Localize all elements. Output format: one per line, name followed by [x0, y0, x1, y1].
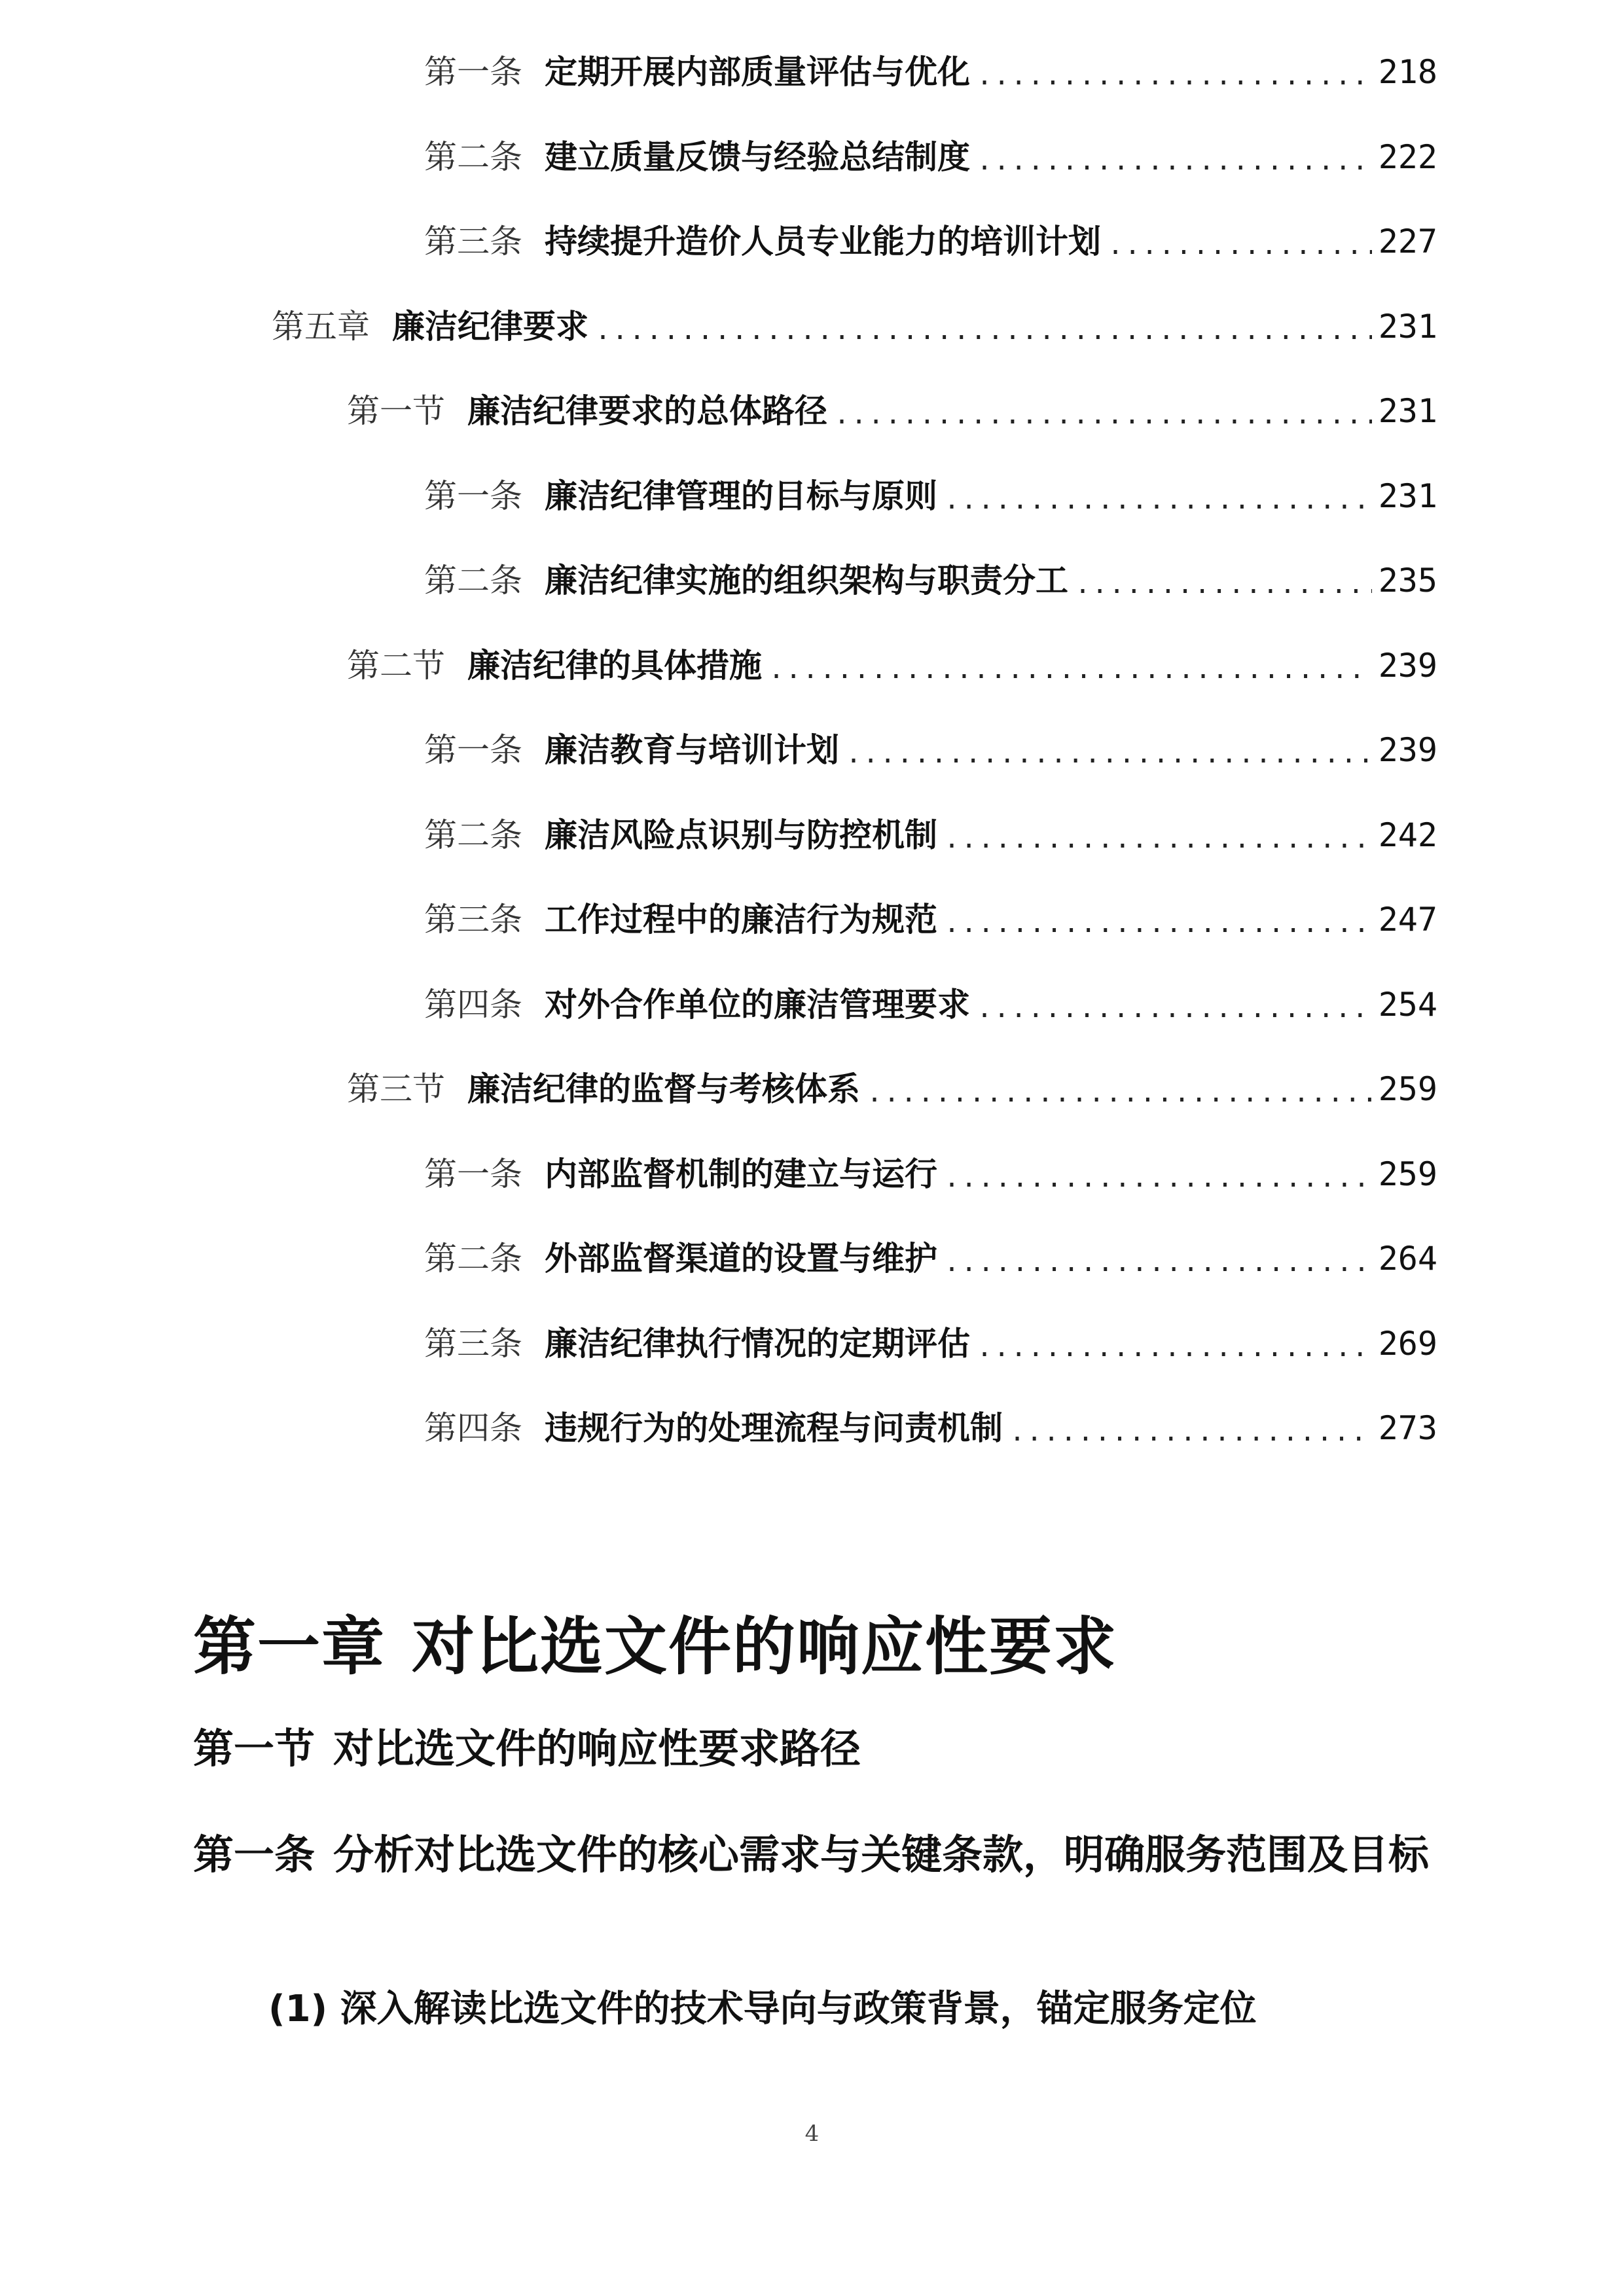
toc-entry-title: 廉洁纪律管理的目标与原则 [545, 476, 937, 515]
toc-entry[interactable] [424, 1219, 1437, 1298]
toc-page-number: 231 [1378, 476, 1437, 515]
toc-entry-number: 第四条 [424, 1409, 522, 1447]
toc-entry-title: 廉洁纪律要求 [392, 307, 588, 346]
toc-entry-title: 外部监督渠道的设置与维护 [545, 1240, 937, 1278]
toc-leader-dots [977, 1335, 1372, 1361]
toc-leader-dots [595, 317, 1372, 344]
section-title: 对比选文件的响应性要求路径 [333, 1725, 861, 1772]
toc-entry-title: 廉洁纪律要求的总体路径 [467, 392, 827, 430]
toc-entry-number: 第一条 [424, 1155, 522, 1193]
toc-entry-title: 廉洁纪律的具体措施 [467, 646, 762, 685]
toc-entry-number: 第二节 [347, 646, 445, 685]
toc-entry[interactable] [272, 287, 1437, 366]
toc-entry-title: 定期开展内部质量评估与优化 [545, 53, 970, 91]
toc-page-number: 269 [1378, 1324, 1437, 1363]
toc-entry[interactable] [424, 880, 1437, 959]
article-heading [193, 1806, 1450, 1903]
toc-leader-dots [944, 1165, 1372, 1191]
toc-entry-title: 持续提升造价人员专业能力的培训计划 [545, 223, 1101, 260]
toc-leader-dots [1075, 571, 1372, 598]
toc-page-number: 239 [1378, 646, 1437, 685]
toc-leader-dots [846, 741, 1372, 767]
toc-page-number: 259 [1378, 1155, 1437, 1193]
toc-entry-title: 建立质量反馈与经验总结制度 [545, 137, 970, 176]
toc-entry[interactable] [347, 1050, 1437, 1128]
toc-entry-number: 第三条 [424, 223, 522, 260]
page-number-footer: 4 [804, 2121, 820, 2147]
toc-page-number: 222 [1378, 137, 1437, 176]
toc-entry[interactable] [347, 626, 1437, 705]
toc-page-number: 218 [1378, 53, 1437, 91]
toc-entry-number: 第三节 [347, 1070, 445, 1108]
toc-leader-dots [768, 656, 1372, 683]
toc-entry-title: 廉洁教育与培训计划 [545, 731, 839, 769]
toc-entry[interactable] [424, 1304, 1437, 1383]
toc-entry-number: 第一条 [424, 476, 522, 515]
toc-entry[interactable] [424, 541, 1437, 620]
toc-entry-number: 第五章 [272, 307, 370, 346]
toc-leader-dots [977, 63, 1372, 89]
paragraph-item: (1) 深入解读比选文件的技术导向与政策背景，锚定服务定位 [268, 1988, 1257, 2030]
toc-entry-title: 违规行为的处理流程与问责机制 [545, 1409, 1003, 1447]
toc-leader-dots [977, 996, 1372, 1022]
toc-entry[interactable] [424, 118, 1437, 196]
toc-leader-dots [944, 826, 1372, 852]
toc-entry-number: 第二条 [424, 816, 522, 854]
section-number: 第一节 [193, 1725, 316, 1772]
section-heading [193, 1716, 861, 1774]
toc-leader-dots [1108, 232, 1372, 259]
toc-entry-title: 内部监督机制的建立与运行 [545, 1155, 937, 1193]
toc-entry-number: 第一节 [347, 392, 445, 430]
toc-page-number: 231 [1378, 307, 1437, 346]
chapter-title: 对比选文件的响应性要求 [412, 1610, 1117, 1683]
toc-entry-title: 廉洁纪律实施的组织架构与职责分工 [545, 562, 1068, 600]
toc-leader-dots [977, 148, 1372, 174]
toc-entry[interactable] [424, 1135, 1437, 1213]
toc-entry-number: 第三条 [424, 901, 522, 939]
toc-entry[interactable] [347, 372, 1437, 450]
toc-entry-number: 第二条 [424, 137, 522, 176]
toc-entry-number: 第二条 [424, 562, 522, 600]
toc-entry-number: 第四条 [424, 985, 522, 1024]
toc-entry-number: 第一条 [424, 731, 522, 769]
toc-entry[interactable] [424, 33, 1437, 111]
toc-page-number: 259 [1378, 1070, 1437, 1108]
toc-entry-number: 第三条 [424, 1324, 522, 1363]
toc-leader-dots [834, 402, 1372, 428]
toc-page-number: 247 [1378, 901, 1437, 939]
toc-entry[interactable] [424, 796, 1437, 874]
toc-page-number: 254 [1378, 985, 1437, 1024]
toc-page-number: 231 [1378, 392, 1437, 430]
toc-entry-number: 第一条 [424, 53, 522, 91]
toc-leader-dots [944, 1249, 1372, 1276]
chapter-number: 第一章 [193, 1610, 386, 1683]
toc-leader-dots [944, 487, 1372, 513]
toc-entry[interactable] [424, 1389, 1437, 1467]
toc-entry-number: 第二条 [424, 1240, 522, 1278]
toc-leader-dots [944, 910, 1372, 937]
toc-entry-title: 廉洁纪律的监督与考核体系 [467, 1070, 860, 1108]
toc-page-number: 242 [1378, 816, 1437, 854]
toc-page-number: 264 [1378, 1240, 1437, 1278]
toc-entry[interactable] [424, 457, 1437, 535]
article-title: 分析对比选文件的核心需求与关键条款，明确服务范围及目标 [333, 1831, 1430, 1878]
toc-entry-title: 工作过程中的廉洁行为规范 [545, 901, 937, 939]
toc-entry[interactable] [424, 965, 1437, 1044]
toc-leader-dots [867, 1080, 1372, 1106]
toc-entry-title: 廉洁纪律执行情况的定期评估 [545, 1324, 970, 1363]
toc-page-number: 273 [1378, 1409, 1437, 1447]
chapter-heading [193, 1597, 1117, 1687]
toc-entry[interactable] [424, 202, 1437, 281]
toc-entry-title: 对外合作单位的廉洁管理要求 [545, 985, 970, 1024]
toc-page-number: 227 [1378, 223, 1437, 260]
toc-page-number: 235 [1378, 562, 1437, 600]
toc-leader-dots [1009, 1419, 1372, 1445]
toc-page-number: 239 [1378, 731, 1437, 769]
toc-entry[interactable] [424, 711, 1437, 789]
article-number: 第一条 [193, 1831, 316, 1878]
toc-entry-title: 廉洁风险点识别与防控机制 [545, 816, 937, 854]
